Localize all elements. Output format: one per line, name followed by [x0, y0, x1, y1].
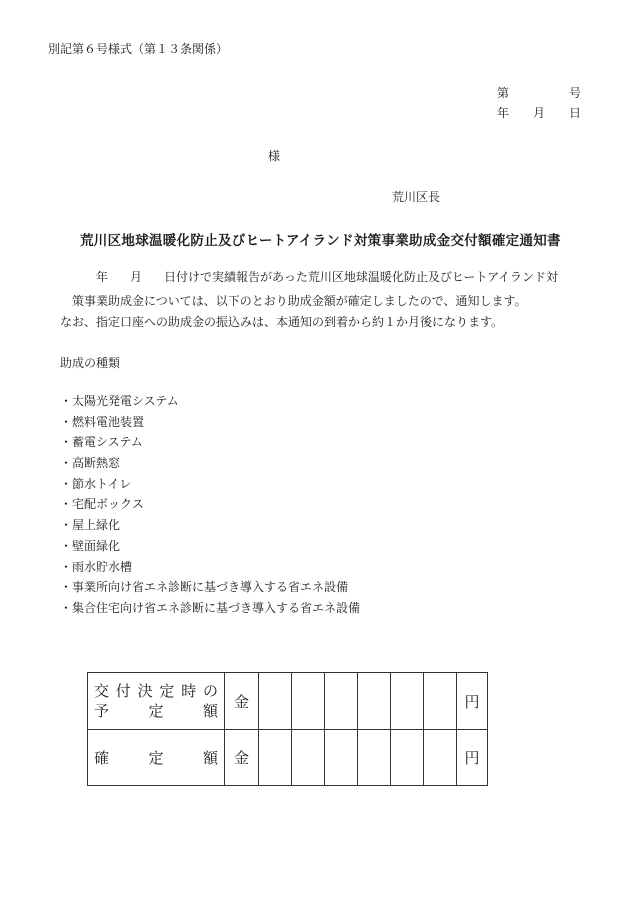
- list-item: ・屋上緑化: [60, 518, 121, 533]
- body-line-1-text: 日付けで実績報告があった荒川区地球温暖化防止及びヒートアイランド対: [164, 270, 558, 284]
- list-item: ・燃料電池装置: [60, 414, 145, 429]
- planned-amount-digit[interactable]: [391, 673, 424, 730]
- confirmed-amount-label: [88, 730, 225, 786]
- list-item: ・事業所向け省エネ診断に基づき導入する省エネ設備: [60, 580, 349, 595]
- confirmed-amount-digit[interactable]: [259, 730, 292, 786]
- planned-amount-digit[interactable]: [292, 673, 325, 730]
- confirmed-amount-digit[interactable]: [391, 730, 424, 786]
- body-line-3: なお、指定口座への助成金の振込みは、本通知の到着から約１か月後になります。: [60, 315, 504, 329]
- label-char: 予: [94, 702, 110, 720]
- list-item: ・宅配ボックス: [60, 497, 144, 512]
- list-item: ・太陽光発電システム: [60, 394, 179, 408]
- subsidy-types-list: [60, 394, 360, 622]
- subsidy-types-label: 助成の種類: [60, 356, 121, 370]
- date-year: 年: [497, 106, 510, 120]
- form-number: 別記第６号様式（第１３条関係）: [48, 42, 229, 56]
- label-char: 決: [137, 682, 153, 700]
- label-char: 定: [148, 748, 164, 767]
- date-month: 月: [533, 106, 546, 120]
- document-number-line: [497, 84, 581, 101]
- label-char: 額: [202, 702, 218, 720]
- planned-amount-digit[interactable]: [358, 673, 391, 730]
- body-date-year: 年: [96, 270, 109, 284]
- planned-amount-label: [88, 673, 225, 730]
- planned-amount-digit[interactable]: [424, 673, 457, 730]
- label-char: 時: [181, 682, 197, 700]
- planned-amount-prefix: 金: [225, 673, 259, 730]
- list-item: ・高断熱窓: [60, 456, 121, 471]
- confirmed-amount-digit[interactable]: [325, 730, 358, 786]
- document-title: 荒川区地球温暖化防止及びヒートアイランド対策事業助成金交付額確定通知書: [80, 233, 561, 249]
- amount-table: [87, 672, 488, 786]
- list-item: ・集合住宅向け省エネ診断に基づき導入する省エネ設備: [60, 600, 361, 615]
- list-item: ・雨水貯水槽: [60, 559, 133, 574]
- label-char: 確: [94, 748, 110, 767]
- issuer: 荒川区長: [392, 190, 441, 204]
- list-item: ・壁面緑化: [60, 538, 121, 553]
- table-row: [88, 730, 488, 786]
- document-date-line: [497, 104, 581, 121]
- label-char: 定: [159, 682, 175, 700]
- list-item: ・節水トイレ: [60, 476, 132, 491]
- recipient-honorific: 様: [268, 149, 281, 163]
- label-char: 定: [148, 702, 164, 720]
- label-char: 額: [202, 748, 218, 767]
- planned-amount-unit: 円: [457, 673, 488, 730]
- body-date-month: 月: [130, 270, 143, 284]
- confirmed-amount-digit[interactable]: [292, 730, 325, 786]
- list-item: ・蓄電システム: [60, 435, 143, 450]
- table-row: [88, 673, 488, 730]
- number-prefix: 第: [497, 86, 510, 100]
- confirmed-amount-digit[interactable]: [424, 730, 457, 786]
- date-day: 日: [569, 106, 582, 120]
- confirmed-amount-unit: 円: [457, 730, 488, 786]
- confirmed-amount-digit[interactable]: [358, 730, 391, 786]
- planned-amount-digit[interactable]: [325, 673, 358, 730]
- planned-amount-digit[interactable]: [259, 673, 292, 730]
- label-char: 付: [115, 682, 131, 700]
- label-char: の: [202, 682, 218, 700]
- confirmed-amount-prefix: 金: [225, 730, 259, 786]
- body-line-2: 策事業助成金については、以下のとおり助成金額が確定しましたので、通知します。: [72, 294, 527, 308]
- body-line-1: [96, 268, 558, 285]
- number-suffix: 号: [569, 86, 582, 100]
- label-char: 交: [94, 682, 110, 700]
